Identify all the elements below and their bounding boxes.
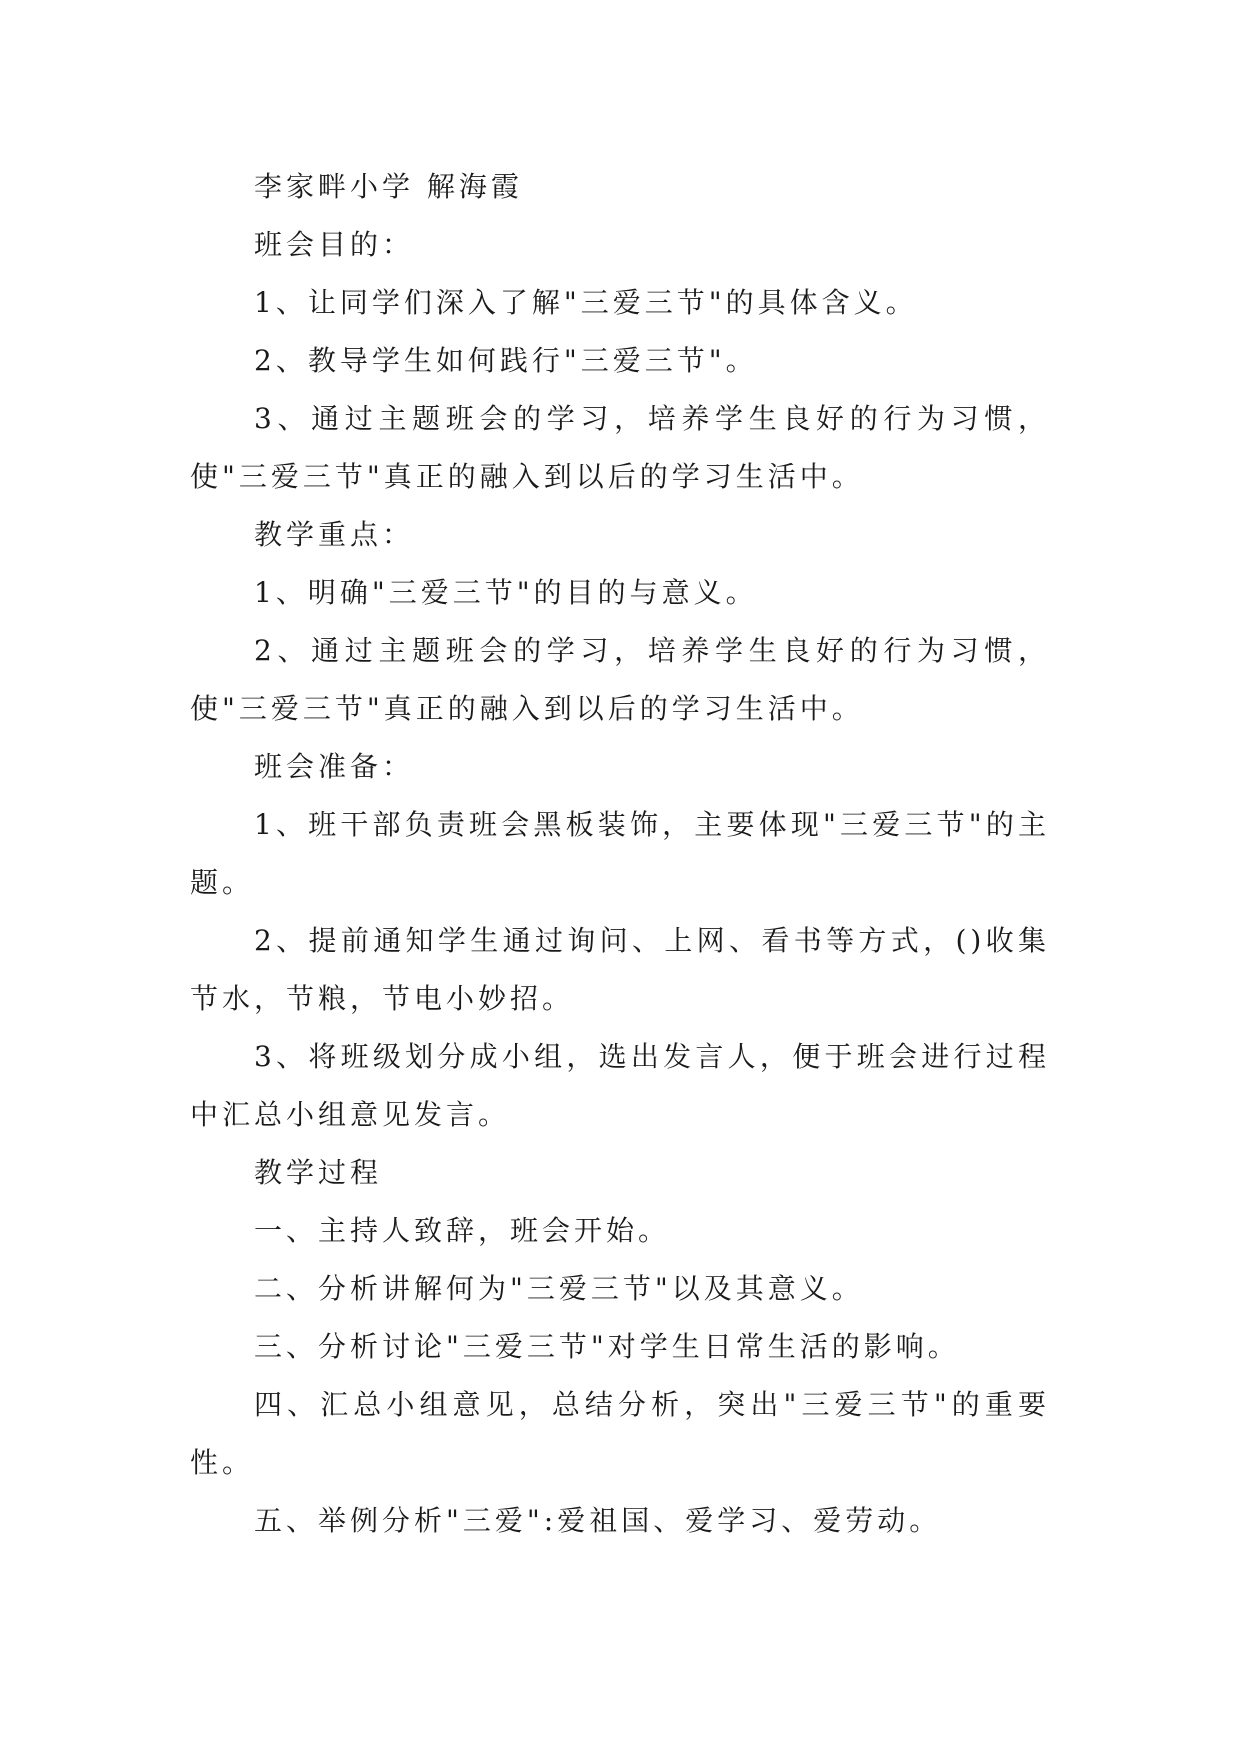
author-line: 李家畔小学 解海霞 xyxy=(254,170,523,203)
preparation-item-2: 2、提前通知学生通过询问、上网、看书等方式，()收集节水，节粮，节电小妙招。 xyxy=(190,924,1050,1015)
key-point-item-2: 2、通过主题班会的学习，培养学生良好的行为习惯，使"三爱三节"真正的融入到以后的学习生活中。 xyxy=(190,634,1050,725)
preparation-item-1: 1、班干部负责班会黑板装饰，主要体现"三爱三节"的主题。 xyxy=(190,808,1050,899)
document-body xyxy=(190,158,1050,1550)
section-heading-preparation: 班会准备： xyxy=(254,750,415,783)
process-step-5: 五、举例分析"三爱":爱祖国、爱学习、爱劳动。 xyxy=(254,1504,942,1537)
purpose-item-1: 1、让同学们深入了解"三爱三节"的具体含义。 xyxy=(254,286,918,319)
section-heading-process: 教学过程 xyxy=(254,1156,383,1189)
section-heading-key-points: 教学重点： xyxy=(254,518,415,551)
process-step-3: 三、分析讨论"三爱三节"对学生日常生活的影响。 xyxy=(254,1330,960,1363)
preparation-item-3: 3、将班级划分成小组，选出发言人，便于班会进行过程中汇总小组意见发言。 xyxy=(190,1040,1050,1131)
process-step-2: 二、分析讲解何为"三爱三节"以及其意义。 xyxy=(254,1272,864,1305)
purpose-item-2: 2、教导学生如何践行"三爱三节"。 xyxy=(254,344,758,377)
process-step-1: 一、主持人致辞，班会开始。 xyxy=(254,1214,671,1247)
section-heading-purpose: 班会目的： xyxy=(254,228,415,261)
purpose-item-3: 3、通过主题班会的学习，培养学生良好的行为习惯，使"三爱三节"真正的融入到以后的学习生活中。 xyxy=(190,402,1050,493)
process-step-4: 四、汇总小组意见，总结分析，突出"三爱三节"的重要性。 xyxy=(190,1388,1050,1479)
key-point-item-1: 1、明确"三爱三节"的目的与意义。 xyxy=(254,576,758,609)
